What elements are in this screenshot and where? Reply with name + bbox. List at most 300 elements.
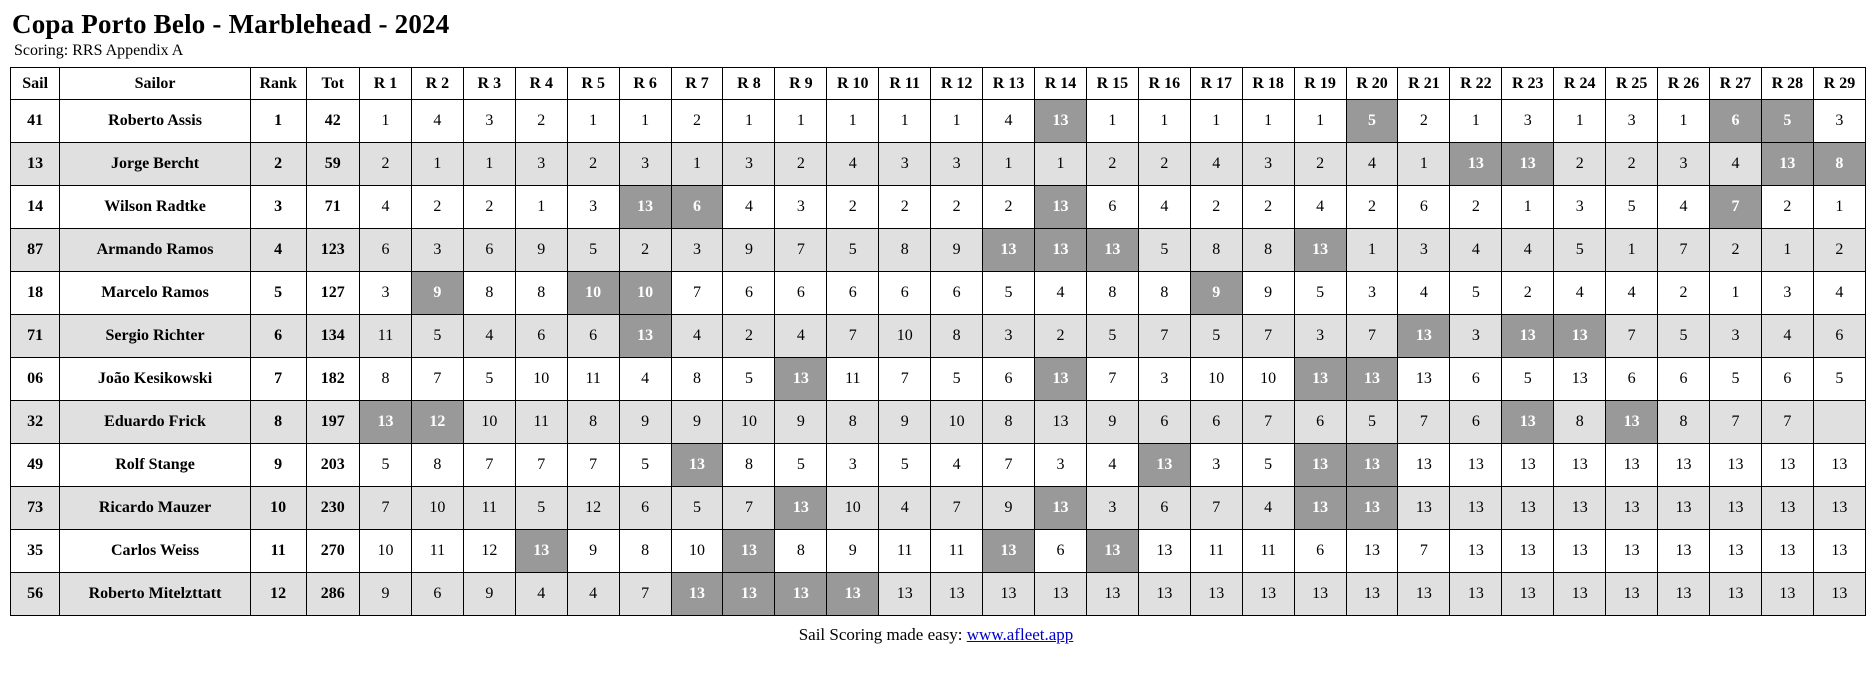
cell-race-score: 13 [1450,530,1502,573]
cell-race-score: 3 [360,272,412,315]
cell-race-score: 13 [1035,487,1087,530]
cell-race-score: 11 [1190,530,1242,573]
cell-sailor: Sergio Richter [60,315,251,358]
cell-race-score: 4 [567,573,619,616]
cell-race-score: 7 [723,487,775,530]
cell-race-score: 2 [411,186,463,229]
cell-total: 134 [306,315,360,358]
cell-race-score: 13 [1294,358,1346,401]
table-row [11,530,1866,573]
cell-race-score: 6 [1450,358,1502,401]
cell-race-score: 13 [1502,401,1554,444]
cell-race-score: 4 [723,186,775,229]
cell-race-score: 4 [827,143,879,186]
cell-race-score: 13 [1398,315,1450,358]
cell-race-score: 5 [360,444,412,487]
cell-race-score: 7 [411,358,463,401]
cell-race-score: 1 [723,100,775,143]
cell-race-score: 13 [1658,487,1710,530]
cell-race-score: 2 [1190,186,1242,229]
cell-race-score: 6 [671,186,723,229]
cell-race-score: 1 [1606,229,1658,272]
cell-race-score: 4 [775,315,827,358]
cell-race-score: 6 [1138,487,1190,530]
cell-race-score: 4 [931,444,983,487]
cell-race-score: 5 [411,315,463,358]
column-header-tot: Tot [306,68,360,100]
results-table [10,67,1866,616]
cell-race-score: 1 [1346,229,1398,272]
footer-text: Sail Scoring made easy: [798,625,967,645]
cell-race-score: 1 [1710,272,1762,315]
cell-race-score: 5 [1294,272,1346,315]
cell-race-score: 5 [879,444,931,487]
cell-race-score: 9 [1086,401,1138,444]
cell-race-score: 3 [671,229,723,272]
cell-race-score: 13 [1502,530,1554,573]
cell-total: 127 [306,272,360,315]
cell-race-score: 8 [723,444,775,487]
cell-race-score: 7 [671,272,723,315]
cell-race-score: 1 [1398,143,1450,186]
cell-race-score: 1 [983,143,1035,186]
cell-race-score: 8 [1554,401,1606,444]
cell-race-score: 4 [671,315,723,358]
cell-race-score: 8 [1190,229,1242,272]
cell-race-score: 2 [515,100,567,143]
cell-race-score: 13 [983,229,1035,272]
cell-race-score: 3 [1190,444,1242,487]
cell-race-score: 3 [567,186,619,229]
cell-rank: 5 [250,272,306,315]
cell-sail: 13 [11,143,60,186]
cell-race-score: 3 [1398,229,1450,272]
cell-sailor: Carlos Weiss [60,530,251,573]
cell-race-score: 2 [619,229,671,272]
cell-race-score: 5 [1242,444,1294,487]
cell-race-score: 3 [1086,487,1138,530]
cell-race-score: 3 [411,229,463,272]
cell-race-score: 5 [827,229,879,272]
cell-race-score: 3 [1554,186,1606,229]
cell-race-score: 8 [1242,229,1294,272]
cell-race-score: 13 [1606,530,1658,573]
cell-race-score [1813,401,1865,444]
cell-race-score: 5 [775,444,827,487]
cell-race-score: 13 [1710,573,1762,616]
cell-race-score: 13 [1035,229,1087,272]
cell-race-score: 13 [1035,186,1087,229]
table-row [11,573,1866,616]
cell-race-score: 1 [1138,100,1190,143]
cell-race-score: 4 [1138,186,1190,229]
cell-race-score: 2 [879,186,931,229]
column-header-r21: R 21 [1398,68,1450,100]
cell-race-score: 10 [671,530,723,573]
column-header-r23: R 23 [1502,68,1554,100]
cell-race-score: 13 [1813,530,1865,573]
cell-sail: 18 [11,272,60,315]
cell-race-score: 2 [1554,143,1606,186]
cell-race-score: 8 [1813,143,1865,186]
cell-race-score: 13 [1761,487,1813,530]
column-header-r5: R 5 [567,68,619,100]
cell-race-score: 4 [1606,272,1658,315]
cell-race-score: 5 [1502,358,1554,401]
cell-race-score: 3 [1761,272,1813,315]
cell-race-score: 1 [671,143,723,186]
table-row [11,143,1866,186]
table-row [11,358,1866,401]
cell-race-score: 3 [723,143,775,186]
cell-race-score: 10 [463,401,515,444]
cell-race-score: 4 [1086,444,1138,487]
cell-race-score: 13 [1346,573,1398,616]
cell-race-score: 1 [1294,100,1346,143]
cell-rank: 3 [250,186,306,229]
cell-race-score: 4 [463,315,515,358]
cell-race-score: 6 [1658,358,1710,401]
cell-race-score: 1 [1554,100,1606,143]
afleet-link[interactable]: www.afleet.app [966,625,1074,645]
cell-race-score: 13 [1346,487,1398,530]
cell-race-score: 6 [827,272,879,315]
cell-race-score: 5 [1190,315,1242,358]
cell-race-score: 1 [1761,229,1813,272]
cell-race-score: 13 [723,573,775,616]
cell-race-score: 13 [1761,530,1813,573]
cell-race-score: 5 [1710,358,1762,401]
cell-race-score: 13 [1813,573,1865,616]
column-header-r12: R 12 [931,68,983,100]
cell-race-score: 11 [879,530,931,573]
cell-race-score: 7 [1242,401,1294,444]
cell-race-score: 9 [411,272,463,315]
footer [8,625,1864,645]
cell-race-score: 13 [671,573,723,616]
cell-sailor: Wilson Radtke [60,186,251,229]
table-row [11,444,1866,487]
cell-race-score: 13 [1606,444,1658,487]
cell-race-score: 2 [1658,272,1710,315]
cell-race-score: 7 [931,487,983,530]
cell-race-score: 5 [1813,358,1865,401]
cell-sail: 32 [11,401,60,444]
cell-race-score: 6 [1035,530,1087,573]
cell-race-score: 2 [983,186,1035,229]
cell-race-score: 6 [879,272,931,315]
cell-race-score: 10 [1190,358,1242,401]
cell-race-score: 1 [567,100,619,143]
cell-total: 59 [306,143,360,186]
cell-race-score: 7 [1606,315,1658,358]
cell-sail: 06 [11,358,60,401]
cell-race-score: 6 [1138,401,1190,444]
cell-race-score: 8 [1138,272,1190,315]
cell-race-score: 7 [1761,401,1813,444]
cell-race-score: 13 [1502,444,1554,487]
table-header [11,68,1866,100]
cell-race-score: 9 [515,229,567,272]
cell-race-score: 13 [1450,573,1502,616]
column-header-r18: R 18 [1242,68,1294,100]
cell-race-score: 4 [360,186,412,229]
cell-race-score: 13 [1502,487,1554,530]
cell-race-score: 11 [411,530,463,573]
column-header-r8: R 8 [723,68,775,100]
cell-race-score: 3 [1138,358,1190,401]
column-header-r6: R 6 [619,68,671,100]
scoring-subtitle: Scoring: RRS Appendix A [14,41,184,59]
cell-race-score: 9 [463,573,515,616]
cell-race-score: 5 [723,358,775,401]
cell-race-score: 9 [360,573,412,616]
cell-race-score: 1 [1086,100,1138,143]
cell-race-score: 11 [931,530,983,573]
cell-race-score: 6 [411,573,463,616]
cell-race-score: 1 [1450,100,1502,143]
column-header-r17: R 17 [1190,68,1242,100]
cell-race-score: 2 [1761,186,1813,229]
cell-race-score: 7 [1710,186,1762,229]
cell-race-score: 3 [879,143,931,186]
cell-race-score: 9 [1242,272,1294,315]
cell-race-score: 12 [567,487,619,530]
cell-race-score: 13 [1502,143,1554,186]
cell-race-score: 12 [411,401,463,444]
cell-race-score: 13 [1294,444,1346,487]
cell-race-score: 4 [1710,143,1762,186]
cell-race-score: 11 [463,487,515,530]
cell-race-score: 2 [1710,229,1762,272]
cell-sailor: Roberto Assis [60,100,251,143]
cell-race-score: 8 [360,358,412,401]
cell-race-score: 6 [775,272,827,315]
cell-race-score: 13 [775,573,827,616]
cell-race-score: 13 [1086,229,1138,272]
cell-race-score: 1 [1813,186,1865,229]
cell-race-score: 2 [567,143,619,186]
cell-race-score: 5 [567,229,619,272]
cell-race-score: 7 [1190,487,1242,530]
cell-race-score: 13 [1658,444,1710,487]
cell-race-score: 5 [463,358,515,401]
cell-total: 203 [306,444,360,487]
cell-race-score: 2 [360,143,412,186]
column-header-rank: Rank [250,68,306,100]
table-row [11,100,1866,143]
cell-race-score: 5 [619,444,671,487]
cell-race-score: 7 [360,487,412,530]
column-header-r22: R 22 [1450,68,1502,100]
cell-sail: 71 [11,315,60,358]
cell-race-score: 13 [1450,487,1502,530]
cell-race-score: 13 [1710,530,1762,573]
table-row [11,229,1866,272]
cell-race-score: 7 [827,315,879,358]
cell-race-score: 6 [1606,358,1658,401]
column-header-r4: R 4 [515,68,567,100]
cell-race-score: 13 [775,358,827,401]
cell-race-score: 10 [723,401,775,444]
cell-race-score: 3 [1346,272,1398,315]
column-header-r24: R 24 [1554,68,1606,100]
cell-race-score: 5 [983,272,1035,315]
cell-rank: 1 [250,100,306,143]
cell-sail: 14 [11,186,60,229]
cell-rank: 6 [250,315,306,358]
cell-race-score: 10 [515,358,567,401]
cell-race-score: 4 [1813,272,1865,315]
cell-race-score: 9 [983,487,1035,530]
cell-race-score: 6 [1294,401,1346,444]
cell-race-score: 8 [1086,272,1138,315]
cell-race-score: 13 [1035,573,1087,616]
cell-race-score: 7 [1710,401,1762,444]
cell-race-score: 13 [879,573,931,616]
cell-race-score: 8 [671,358,723,401]
cell-race-score: 13 [775,487,827,530]
cell-race-score: 6 [1190,401,1242,444]
cell-race-score: 13 [1294,487,1346,530]
cell-race-score: 4 [1554,272,1606,315]
cell-race-score: 3 [619,143,671,186]
cell-race-score: 7 [1086,358,1138,401]
cell-race-score: 13 [619,315,671,358]
cell-race-score: 8 [983,401,1035,444]
cell-sail: 49 [11,444,60,487]
column-header-r7: R 7 [671,68,723,100]
cell-race-score: 5 [1138,229,1190,272]
cell-race-score: 9 [827,530,879,573]
cell-race-score: 6 [723,272,775,315]
cell-race-score: 13 [619,186,671,229]
cell-race-score: 6 [931,272,983,315]
cell-race-score: 13 [1398,444,1450,487]
cell-race-score: 6 [1450,401,1502,444]
cell-race-score: 5 [1346,100,1398,143]
cell-race-score: 13 [983,530,1035,573]
cell-race-score: 2 [1294,143,1346,186]
cell-rank: 12 [250,573,306,616]
cell-race-score: 1 [463,143,515,186]
cell-race-score: 13 [1138,444,1190,487]
cell-race-score: 5 [515,487,567,530]
cell-race-score: 13 [1658,530,1710,573]
cell-sail: 35 [11,530,60,573]
cell-race-score: 8 [1658,401,1710,444]
cell-race-score: 6 [1086,186,1138,229]
cell-race-score: 5 [1346,401,1398,444]
cell-rank: 11 [250,530,306,573]
cell-race-score: 13 [1138,573,1190,616]
cell-race-score: 13 [1035,401,1087,444]
cell-sail: 87 [11,229,60,272]
column-header-r16: R 16 [1138,68,1190,100]
cell-race-score: 5 [1086,315,1138,358]
cell-race-score: 13 [1658,573,1710,616]
cell-race-score: 8 [411,444,463,487]
cell-race-score: 12 [463,530,515,573]
column-header-r1: R 1 [360,68,412,100]
cell-race-score: 2 [1346,186,1398,229]
cell-race-score: 9 [1190,272,1242,315]
cell-race-score: 13 [1035,100,1087,143]
cell-rank: 8 [250,401,306,444]
cell-race-score: 7 [983,444,1035,487]
cell-race-score: 8 [775,530,827,573]
column-header-sailor: Sailor [60,68,251,100]
table-row [11,272,1866,315]
column-header-r14: R 14 [1035,68,1087,100]
cell-race-score: 13 [1710,487,1762,530]
cell-race-score: 6 [1294,530,1346,573]
cell-race-score: 7 [1138,315,1190,358]
cell-race-score: 2 [1242,186,1294,229]
cell-race-score: 13 [1554,358,1606,401]
table-row [11,487,1866,530]
cell-race-score: 5 [1761,100,1813,143]
cell-sail: 73 [11,487,60,530]
cell-race-score: 7 [1346,315,1398,358]
cell-race-score: 2 [671,100,723,143]
cell-race-score: 4 [983,100,1035,143]
cell-race-score: 2 [1606,143,1658,186]
cell-race-score: 6 [567,315,619,358]
column-header-r20: R 20 [1346,68,1398,100]
cell-total: 270 [306,530,360,573]
cell-race-score: 13 [1138,530,1190,573]
column-header-r13: R 13 [983,68,1035,100]
cell-race-score: 4 [1450,229,1502,272]
column-header-r9: R 9 [775,68,827,100]
cell-race-score: 2 [1398,100,1450,143]
cell-race-score: 13 [1502,315,1554,358]
cell-race-score: 10 [879,315,931,358]
column-header-r29: R 29 [1813,68,1865,100]
column-header-r25: R 25 [1606,68,1658,100]
cell-race-score: 4 [1398,272,1450,315]
cell-sailor: Marcelo Ramos [60,272,251,315]
cell-race-score: 2 [1813,229,1865,272]
cell-race-score: 7 [879,358,931,401]
cell-race-score: 11 [827,358,879,401]
cell-race-score: 13 [1761,143,1813,186]
cell-race-score: 3 [775,186,827,229]
cell-race-score: 2 [1502,272,1554,315]
cell-race-score: 13 [1813,444,1865,487]
cell-total: 197 [306,401,360,444]
cell-race-score: 2 [827,186,879,229]
cell-race-score: 3 [1658,143,1710,186]
cell-race-score: 9 [671,401,723,444]
cell-rank: 7 [250,358,306,401]
cell-race-score: 5 [1606,186,1658,229]
cell-race-score: 13 [1502,573,1554,616]
cell-race-score: 2 [1035,315,1087,358]
cell-race-score: 3 [983,315,1035,358]
cell-race-score: 1 [360,100,412,143]
cell-race-score: 10 [619,272,671,315]
cell-race-score: 1 [1190,100,1242,143]
cell-race-score: 7 [1242,315,1294,358]
cell-race-score: 1 [1502,186,1554,229]
cell-race-score: 13 [1450,444,1502,487]
cell-race-score: 13 [1086,530,1138,573]
cell-total: 123 [306,229,360,272]
cell-race-score: 10 [931,401,983,444]
cell-race-score: 6 [1761,358,1813,401]
